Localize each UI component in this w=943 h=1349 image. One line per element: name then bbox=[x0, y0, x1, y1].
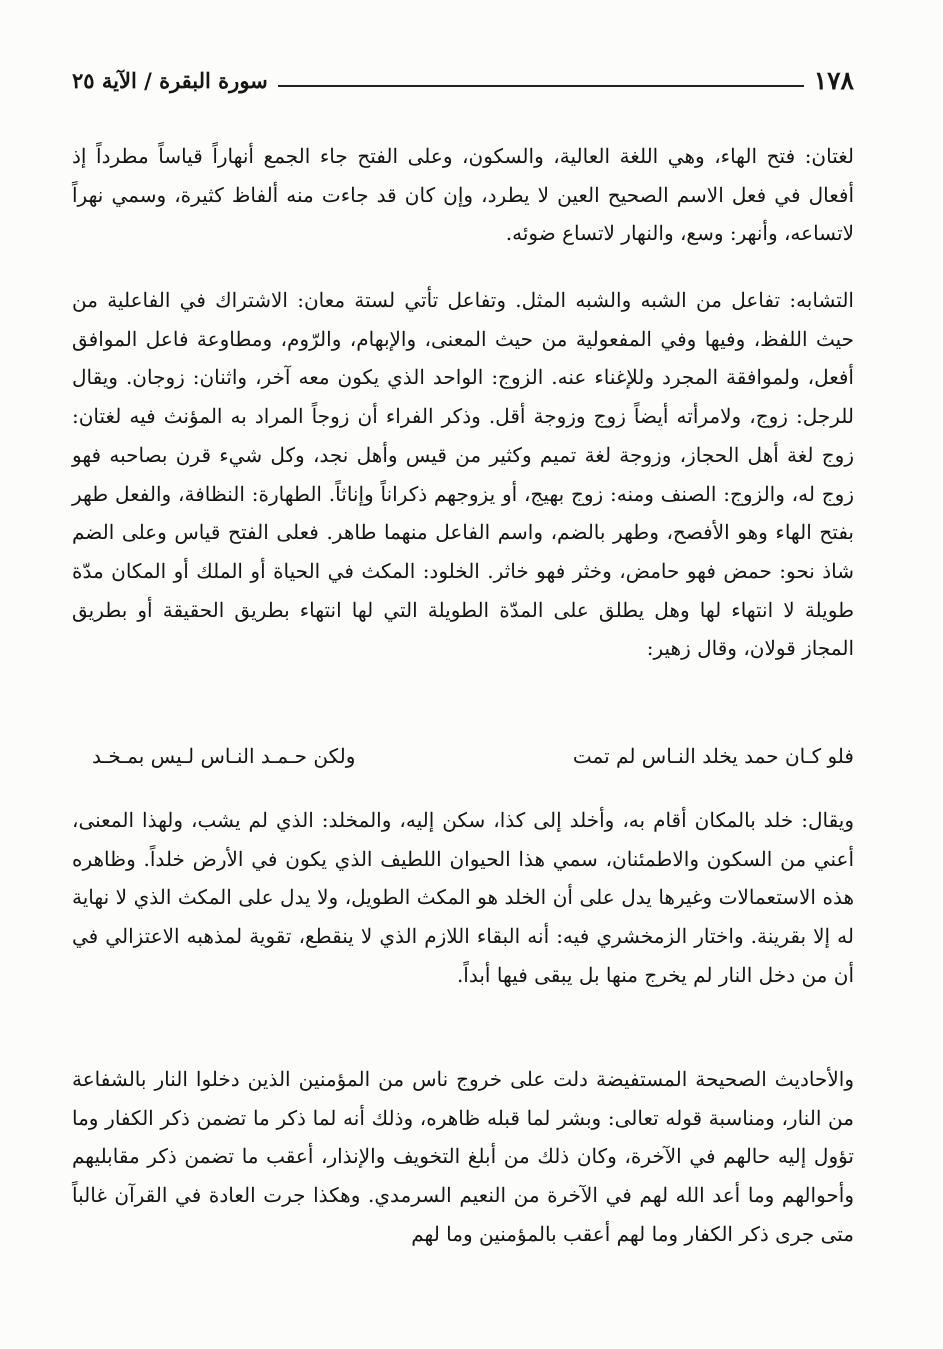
poetry-verse bbox=[92, 734, 854, 778]
header-rule bbox=[278, 85, 804, 87]
book-page bbox=[72, 0, 854, 1349]
verse-second-hemistich: ولكن حـمـد النـاس لـيس بمـخـد bbox=[92, 744, 356, 768]
running-title: سورة البقرة / الآية ٢٥ bbox=[72, 67, 268, 93]
paragraph-khuld: ويقال: خلد بالمكان أقام به، وأخلد إلى كذا، سكن إليه، والمخلد: الذي لم يشب، ولهذا المعنى، أعني من السكون والاطمئنان، سمي هذا الحيوان اللطيف الذي يكون في الأرض خلداً. وظاهره هذه الاستعمالات وغيرها يدل على أن الخلد هو المكث الطويل، ولا يدل على المكث الذي لا نهاية له إلا بقرينة. واختار الزمخشري فيه: أنه البقاء اللازم الذي لا ينقطع، تقوية لمذهبه الاعتزالي في أن من دخل النار لم يخرج منها بل يبقى فيها أبداً. bbox=[72, 808, 854, 987]
verse-first-hemistich: فلو كـان حمد يخلد النـاس لم تمت bbox=[572, 744, 854, 768]
page-number: ١٧٨ bbox=[813, 65, 854, 95]
paragraph-definitions: التشابه: تفاعل من الشبه والشبه المثل. وتفاعل تأتي لستة معان: الاشتراك في الفاعلية من حيث اللفظ، وفيها وفي المفعولية من حيث المعنى، والإبهام، والرّوم، ومطاوعة فاعل الموافق أفعل، ولموافقة المجرد وللإغناء عنه. الزوج: الواحد الذي يكون معه آخر، واثنان: زوجان. ويقال للرجل: زوج، ولامرأته أيضاً زوج وزوجة أقل. وذكر الفراء أن زوجاً المراد به المؤنث فيه لغتان: زوج لغة أهل الحجاز، وزوجة لغة تميم وكثير من قيس وأهل نجد، وكل شيء قرن بصاحبه فهو زوج له، والزوج: الصنف ومنه: زوج بهيج، أو يزوجهم ذكراناً وإناثاً. الطهارة: النظافة، والفعل طهر بفتح الهاء وهو الأفصح، وطهر بالضم، واسم الفاعل منهما طاهر. فعلى الفتح قياس وعلى الضم شاذ نحو: حمض فهو حامض، وخثر فهو خاثر. الخلود: المكث في الحياة أو الملك أو المكان مدّة طويلة لا انتهاء لها وهل يطلق على المدّة الطويلة التي لها انتهاء بطريق الحقيقة أو بطريق المجاز قولان، وقال زهير: bbox=[72, 288, 854, 661]
page-header bbox=[72, 58, 854, 102]
paragraph-hadith: والأحاديث الصحيحة المستفيضة دلت على خروج ناس من المؤمنين الذين دخلوا النار بالشفاعة من النار، ومناسبة قوله تعالى: وبشر لما قبله ظاهره، وذلك أنه لما ذكر ما تضمن ذكر الكفار وما تؤول إليه حالهم في الآخرة، وكان ذلك من أبلغ التخويف والإنذار، أعقب ما تضمن ذكر مقابليهم وأحوالهم وما أعد الله لهم في الآخرة من النعيم السرمدي. وهكذا جرت العادة في القرآن غالباً متى جرى ذكر الكفار وما لهم أعقب بالمؤمنين وما لهم bbox=[72, 1067, 855, 1246]
paragraph-definition-nahr: لغتان: فتح الهاء، وهي اللغة العالية، والسكون، وعلى الفتح جاء الجمع أنهاراً قياساً مطرداً إذ أفعال في فعل الاسم الصحيح العين لا يطرد، وإن كان قد جاءت منه ألفاظ كثيرة، وسمي نهراً لاتساعه، وأنهر: وسع، والنهار لاتساع ضوئه. bbox=[72, 144, 854, 246]
